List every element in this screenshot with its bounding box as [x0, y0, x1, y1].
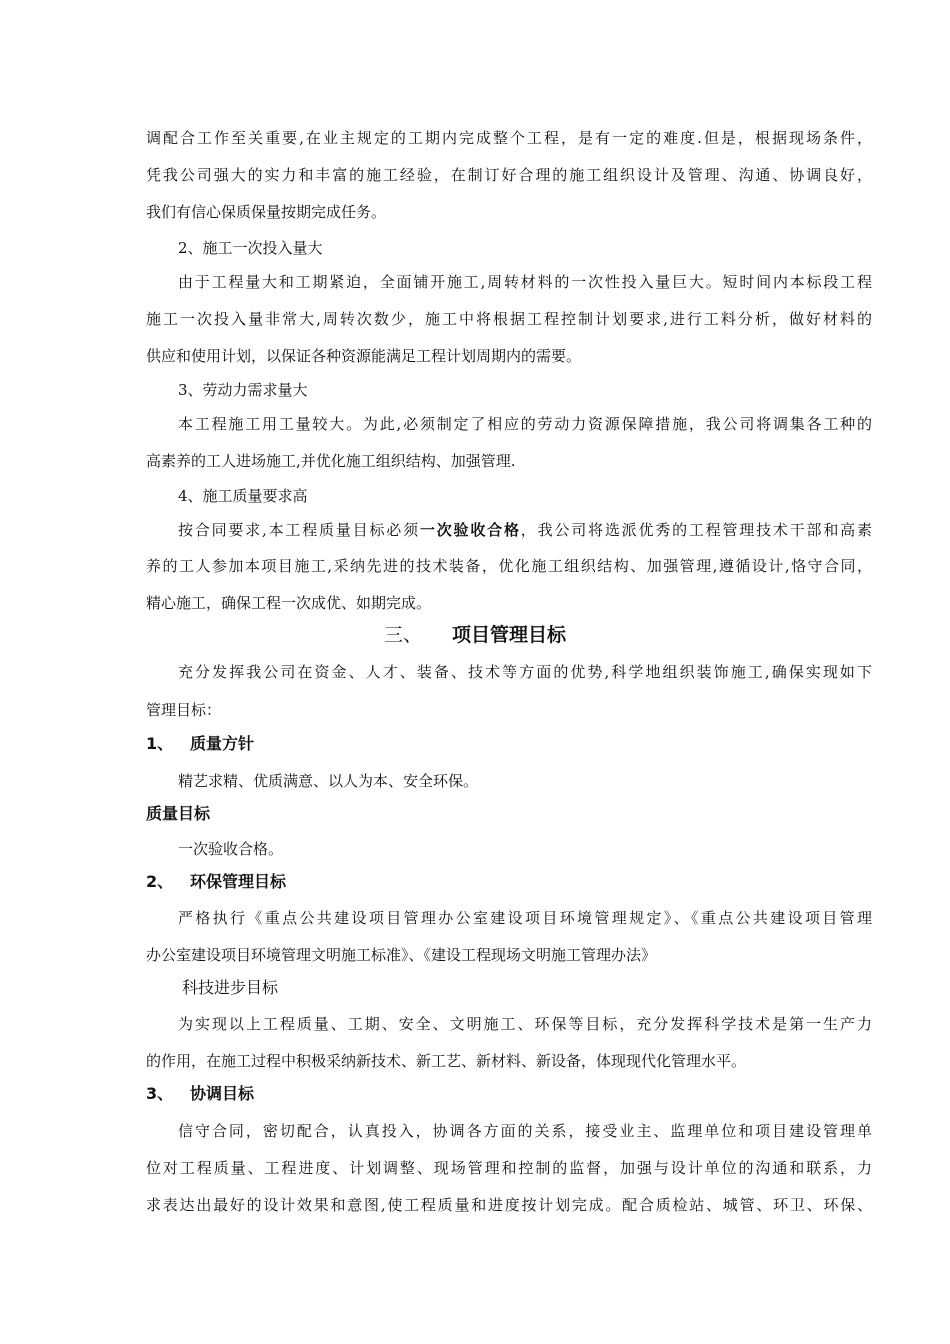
paragraph-line: 本工程施工用工量较大。为此,必须制定了相应的劳动力资源保障措施，我公司将调集各工种的 [178, 415, 872, 433]
subheading-2: 2、施工一次投入量大 [178, 239, 323, 257]
section-number: 三、 [383, 624, 422, 646]
heading-quality-goal: 质量目标 [146, 804, 211, 823]
heading-title: 环保管理目标 [190, 872, 287, 891]
heading-number: 3、 [146, 1084, 174, 1103]
paragraph-line: 由于工程量大和工期紧迫，全面铺开施工,周转材料的一次性投入量巨大。短时间内本标段工程 [178, 273, 872, 291]
paragraph-line: 我们有信心保质保量按期完成任务。 [146, 203, 387, 221]
paragraph-line: 高素养的工人进场施工,并优化施工组织结构、加强管理. [146, 452, 516, 470]
heading-coordination-goal [146, 1083, 254, 1105]
paragraph-line: 供应和使用计划，以保证各种资源能满足工程计划周期内的需要。 [146, 347, 582, 365]
subheading-3: 3、劳动力需求量大 [178, 381, 308, 399]
paragraph-line: 办公室建设项目环境管理文明施工标准》、《建设工程现场文明施工管理办法》 [146, 946, 657, 964]
section-title: 项目管理目标 [452, 624, 567, 646]
heading-tech-goal: 科技进步目标 [182, 978, 279, 997]
paragraph-line: 为实现以上工程质量、工期、安全、文明施工、环保等目标，充分发挥科学技术是第一生产力 [178, 1015, 872, 1033]
paragraph-line: 施工一次投入量非常大,周转次数少，施工中将根据工程控制计划要求,进行工料分析，做好材料的 [146, 310, 872, 328]
paragraph-line: 精心施工，确保工程一次成优、如期完成。 [146, 594, 432, 612]
subheading-4: 4、施工质量要求高 [178, 487, 308, 505]
paragraph-line: 严格执行《重点公共建设项目管理办公室建设项目环境管理规定》、《重点公共建设项目管理 [178, 909, 872, 927]
heading-env-goal [146, 871, 286, 893]
paragraph-line: 调配合工作至关重要,在业主规定的工期内完成整个工程，是有一定的难度.但是，根据现场条件， [146, 129, 872, 147]
heading-title: 协调目标 [190, 1084, 255, 1103]
paragraph-line: 的作用，在施工过程中积极采纳新技术、新工艺、新材料、新设备，体现现代化管理水平。 [146, 1052, 747, 1070]
paragraph-line: 充分发挥我公司在资金、人才、装备、技术等方面的优势,科学地组织装饰施工,确保实现如下 [178, 663, 872, 681]
paragraph-line: 一次验收合格。 [178, 840, 284, 858]
paragraph-line: 养的工人参加本项目施工,采纳先进的技术装备，优化施工组织结构、加强管理,遵循设计,恪守合同， [146, 557, 872, 575]
bold-text: 一次验收合格 [419, 521, 521, 539]
heading-quality-policy [146, 733, 254, 755]
paragraph-line: 精艺求精、优质满意、以人为本、安全环保。 [178, 772, 479, 790]
paragraph-line: 凭我公司强大的实力和丰富的施工经验，在制订好合理的施工组织设计及管理、沟通、协调良好， [146, 166, 872, 184]
section-heading [0, 623, 950, 647]
paragraph-line: 管理目标： [146, 701, 222, 719]
text-run: 按合同要求,本工程质量目标必须 [178, 521, 420, 539]
text-run: ，我公司将选派优秀的工程管理技术干部和高素 [520, 521, 872, 539]
paragraph-line: 求表达出最好的设计效果和意图,使工程质量和进度按计划完成。配合质检站、城管、环卫、环保、 [146, 1196, 872, 1214]
paragraph-line: 位对工程质量、工程进度、计划调整、现场管理和控制的监督，加强与设计单位的沟通和联系，力 [146, 1159, 872, 1177]
heading-number: 1、 [146, 734, 174, 753]
heading-title: 质量方针 [190, 734, 255, 753]
heading-number: 2、 [146, 872, 174, 891]
paragraph-line [178, 520, 872, 540]
paragraph-line: 信守合同，密切配合，认真投入，协调各方面的关系，接受业主、监理单位和项目建设管理单 [178, 1122, 872, 1140]
